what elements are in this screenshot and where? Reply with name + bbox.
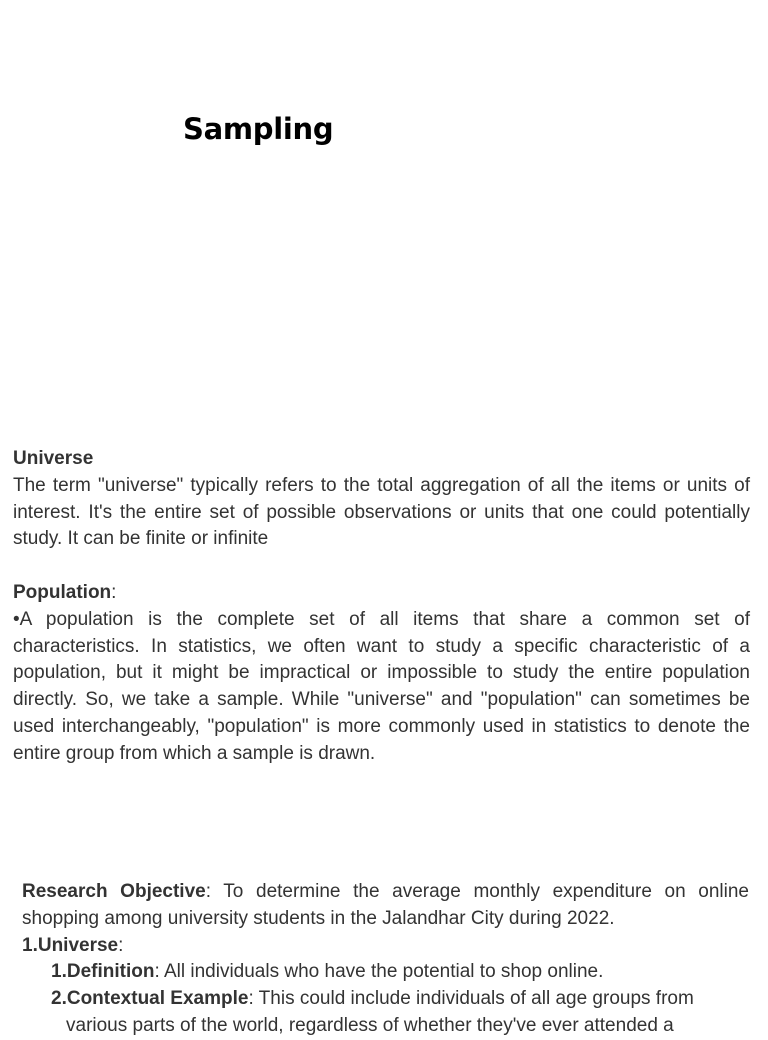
population-heading-line bbox=[13, 580, 750, 607]
population-section bbox=[13, 580, 750, 768]
population-heading: Population bbox=[13, 582, 112, 603]
universe-heading: Universe bbox=[13, 448, 94, 469]
list-item-contextual-example-text: : This could include individuals of all age groups from bbox=[248, 988, 694, 1010]
list-item-universe bbox=[22, 933, 749, 960]
list-item-definition-label: Definition bbox=[66, 961, 155, 983]
list-item-definition bbox=[22, 959, 749, 986]
universe-text: The term "universe" typically refers to the total aggregation of all the items or units of interest. It's the entire set of possible observations or units that one could potentially study. It can be finite or infinite bbox=[13, 474, 750, 550]
sub-list-number: 1. bbox=[51, 961, 67, 983]
list-item-contextual-example-continuation: various parts of the world, regardless of whether they've ever attended a bbox=[66, 1014, 674, 1036]
list-number: 1. bbox=[22, 934, 38, 956]
list-item-universe-label: Universe bbox=[37, 934, 119, 956]
list-item-universe-colon: : bbox=[118, 934, 124, 956]
list-item-contextual-example bbox=[22, 986, 749, 1013]
research-objective-label: Research Objective bbox=[22, 881, 206, 902]
population-heading-colon: : bbox=[111, 582, 117, 603]
list-item-definition-text: : All individuals who have the potential to shop online. bbox=[154, 961, 604, 983]
page-title: Sampling bbox=[183, 112, 334, 146]
research-section bbox=[22, 879, 749, 1040]
list-item-contextual-example-label: Contextual Example bbox=[66, 988, 249, 1010]
sub-list-number: 2. bbox=[51, 988, 67, 1010]
research-objective-text: : To determine the average monthly expenditure on online shopping among university students in the Jalandhar City during 2022. bbox=[22, 881, 750, 929]
research-objective bbox=[22, 879, 749, 933]
universe-section bbox=[13, 446, 750, 553]
population-text: •A population is the complete set of all items that share a common set of characteristics. In statistics, we often want to study a specific characteristic of a population, but it might be impractical or impossible to study the entire population directly. So, we take a sample. While "universe" and "population" can sometimes be used interchangeably, "population" is more commonly used in statistics to denote the entire group from which a sample is drawn. bbox=[13, 608, 750, 764]
